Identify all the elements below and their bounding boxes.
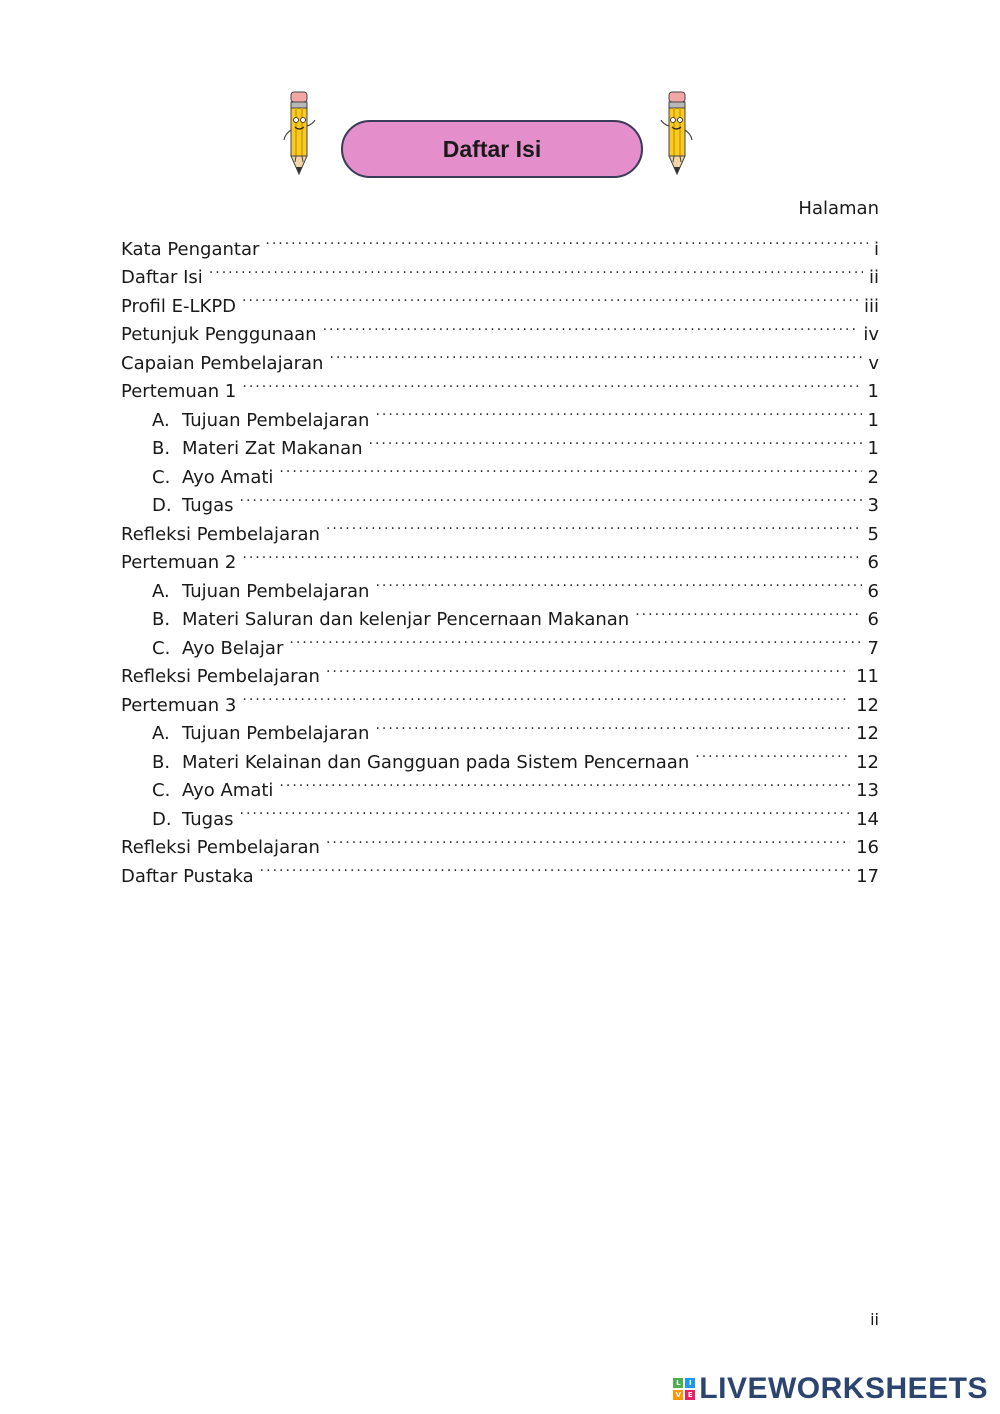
page-number: ii [870,1310,879,1329]
table-of-contents [121,226,879,887]
toc-entry-page: 2 [867,466,879,488]
toc-entry [121,511,879,545]
toc-entry-label: Materi Saluran dan kelenjar Pencernaan Makanan [182,609,630,630]
dot-leader [375,397,861,426]
toc-entry-label: Kata Pengantar [121,238,260,260]
toc-entry-page: iv [863,324,879,345]
toc-entry-page: 14 [856,808,879,830]
toc-entry-label: Refleksi Pembelajaran [121,837,320,858]
dot-leader [242,540,861,569]
page-column-header: Halaman [798,198,879,219]
title-header [280,90,700,185]
dot-leader [695,739,850,768]
toc-entry-letter: B. [152,751,171,773]
toc-entry-letter: D. [152,495,172,516]
toc-entry-page: 12 [856,723,879,744]
toc-entry-page: 3 [867,495,879,516]
toc-entry [121,255,879,288]
toc-entry-label: Pertemuan 3 [121,694,237,716]
toc-entry-page: iii [863,295,879,317]
pencil-mascot-icon [660,90,694,178]
dot-leader [240,483,862,512]
logo-letter: E [685,1390,695,1400]
toc-entry-label: Materi Kelainan dan Gangguan pada Sistem Pencernaan [182,751,690,773]
toc-entry-letter: A. [152,580,170,602]
dot-leader [279,454,861,483]
toc-entry-label: Daftar Pustaka [121,865,254,887]
dot-leader [242,369,861,398]
toc-entry-page: 11 [856,666,879,687]
dot-leader [326,511,862,540]
toc-entry-label: Ayo Amati [182,466,274,488]
toc-entry-page: 13 [856,780,879,801]
brand-name: LIVEWORKSHEETS [699,1372,988,1405]
toc-entry-label: Pertemuan 2 [121,552,237,573]
toc-entry-letter: C. [152,637,171,659]
toc-entry-page: 1 [867,409,879,431]
toc-entry-page: 12 [856,694,879,716]
toc-entry-page: 7 [867,637,879,659]
toc-entry-letter: A. [152,723,170,744]
toc-entry-letter: D. [152,808,172,830]
dot-leader [326,654,850,683]
toc-entry-label: Capaian Pembelajaran [121,352,324,374]
dot-leader [209,255,863,284]
dot-leader [635,597,861,626]
dot-leader [265,226,868,255]
toc-entry-page: i [873,238,879,260]
dot-leader [326,825,850,854]
toc-entry-page: 1 [867,438,879,459]
toc-entry-page: 5 [867,523,879,545]
toc-entry-label: Profil E-LKPD [121,295,237,317]
logo-letter: V [673,1390,683,1400]
toc-entry-page: ii [868,267,879,288]
page-title: Daftar Isi [442,135,542,162]
toc-entry-label: Tujuan Pembelajaran [182,409,370,431]
toc-entry-label: Refleksi Pembelajaran [121,523,320,545]
dot-leader [242,283,858,312]
toc-entry [121,825,879,858]
toc-entry-label: Ayo Belajar [182,637,284,659]
toc-entry-label: Pertemuan 1 [121,381,237,402]
toc-entry-label: Refleksi Pembelajaran [121,666,320,687]
toc-entry-letter: C. [152,466,171,488]
dot-leader [260,853,850,882]
toc-entry-label: Tujuan Pembelajaran [182,580,370,602]
dot-leader [289,625,861,654]
dot-leader [240,796,851,825]
toc-entry-letter: C. [152,780,171,801]
logo-letter: L [673,1378,683,1388]
toc-entry-page: v [868,352,879,374]
dot-leader [375,568,861,597]
toc-entry-page: 16 [856,837,879,858]
toc-entry-letter: B. [152,609,171,630]
toc-entry-page: 17 [856,865,879,887]
toc-entry-page: 6 [867,609,879,630]
toc-entry [121,283,879,317]
dot-leader [323,312,858,341]
toc-entry-label: Ayo Amati [182,780,274,801]
toc-entry-letter: B. [152,438,171,459]
liveworksheets-logo-icon [673,1378,695,1400]
logo-letter: I [685,1378,695,1388]
toc-entry-page: 6 [867,580,879,602]
dot-leader [369,426,862,455]
toc-entry-label: Materi Zat Makanan [182,438,363,459]
pencil-mascot-icon [282,90,316,178]
toc-entry [121,226,879,260]
dot-leader [375,711,850,740]
toc-entry-label: Daftar Isi [121,267,203,288]
footer-brand[interactable] [673,1372,988,1406]
toc-entry-letter: A. [152,409,170,431]
toc-entry-label: Tujuan Pembelajaran [182,723,370,744]
toc-entry-page: 12 [856,751,879,773]
toc-entry-label: Tugas [182,808,234,830]
title-pill [341,120,643,178]
dot-leader [279,768,850,797]
toc-entry-label: Tugas [182,495,234,516]
dot-leader [329,340,862,369]
toc-entry-page: 6 [867,552,879,573]
toc-entry-label: Petunjuk Penggunaan [121,324,317,345]
toc-entry-page: 1 [867,381,879,402]
dot-leader [242,682,850,711]
